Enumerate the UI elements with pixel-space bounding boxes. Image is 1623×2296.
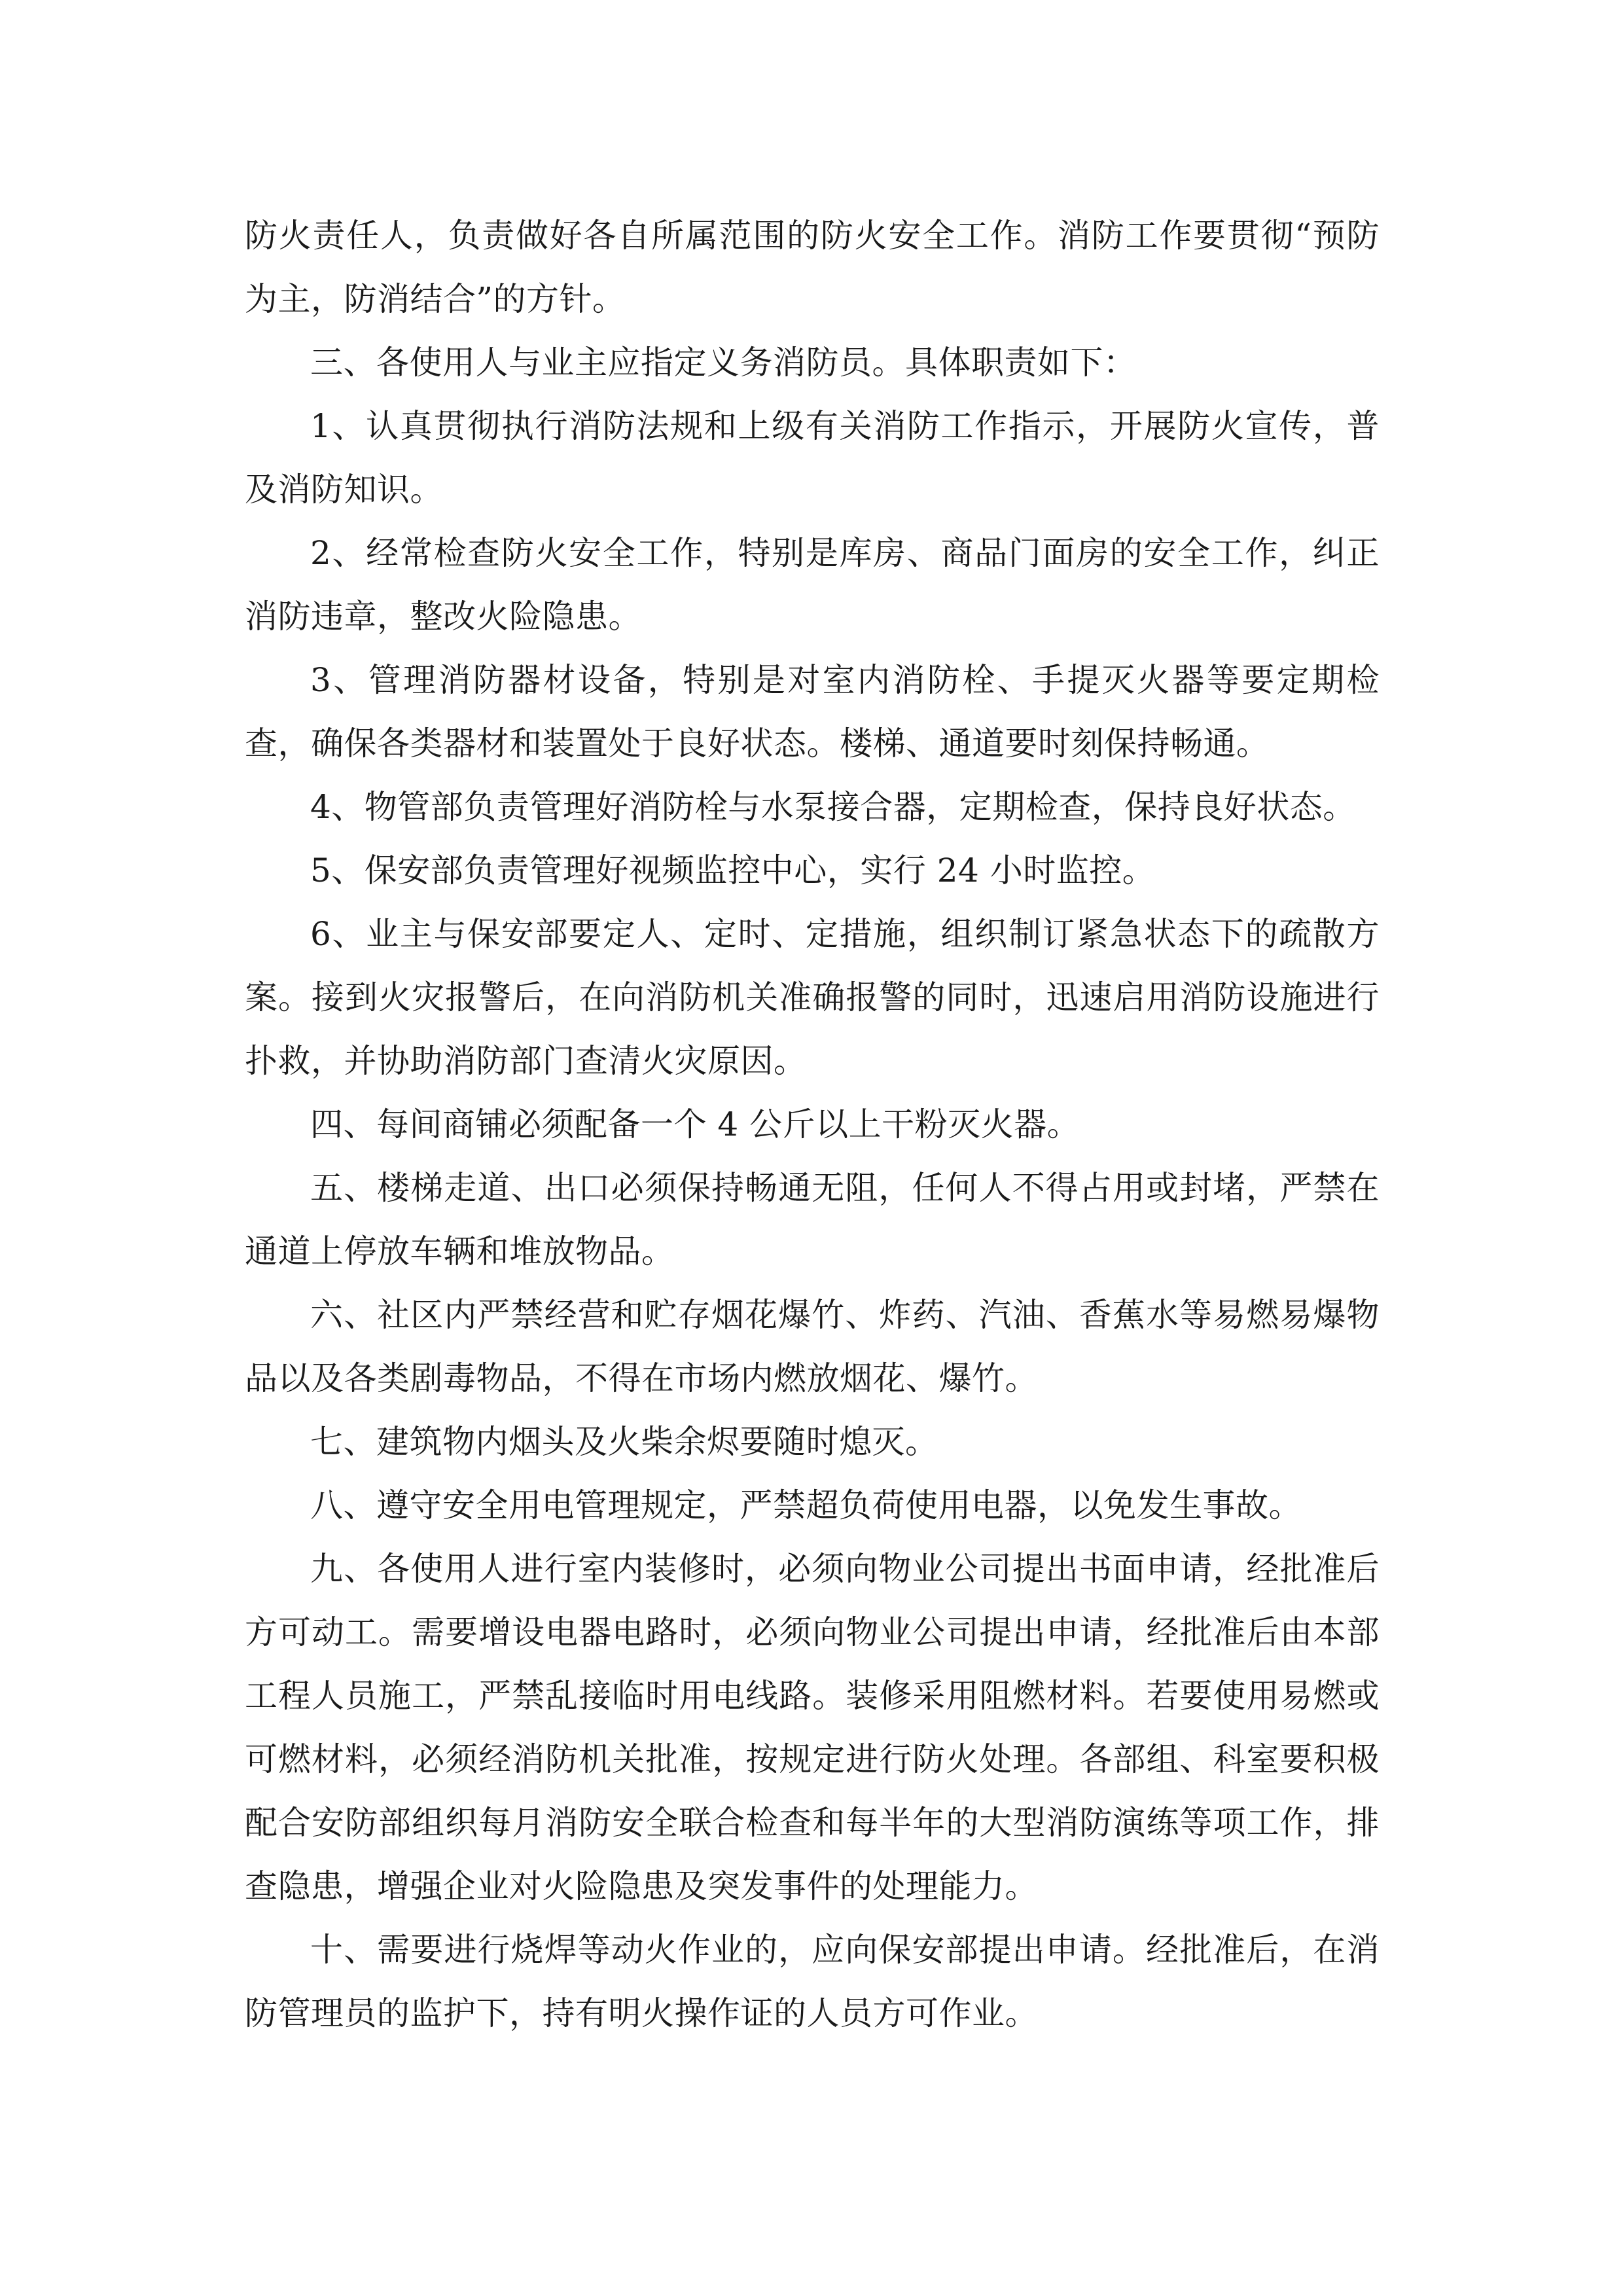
paragraph-item-6: 6、业主与保安部要定人、定时、定措施，组织制订紧急状态下的疏散方案。接到火灾报警后，在向消防机关准确报警的同时，迅速启用消防设施进行扑救，并协助消防部门查清火灾原因。 xyxy=(245,915,1380,1080)
paragraph-continuation: 防火责任人，负责做好各自所属范围的防火安全工作。消防工作要贯彻“预防为主，防消结合”的方针。 xyxy=(245,217,1380,318)
paragraph-section-10: 十、需要进行烧焊等动火作业的，应向保安部提出申请。经批准后，在消防管理员的监护下，持有明火操作证的人员方可作业。 xyxy=(245,1931,1380,2032)
paragraph-item-5: 5、保安部负责管理好视频监控中心，实行 24 小时监控。 xyxy=(310,852,1156,889)
paragraph-section-6: 六、社区内严禁经营和贮存烟花爆竹、炸药、汽油、香蕉水等易燃易爆物品以及各类剧毒物品，不得在市场内燃放烟花、爆竹。 xyxy=(245,1296,1380,1397)
paragraph-section-7: 七、建筑物内烟头及火柴余烬要随时熄灭。 xyxy=(310,1423,938,1461)
paragraph-item-3: 3、管理消防器材设备，特别是对室内消防栓、手提灭火器等要定期检查，确保各类器材和装置处于良好状态。楼梯、通道要时刻保持畅通。 xyxy=(245,661,1380,762)
document-body xyxy=(245,204,1380,2045)
paragraph-section-4: 四、每间商铺必须配备一个 4 公斤以上干粉灭火器。 xyxy=(310,1105,1080,1143)
paragraph-item-2: 2、经常检查防火安全工作，特别是库房、商品门面房的安全工作，纠正消防违章，整改火险隐患。 xyxy=(245,534,1380,636)
paragraph-section-5: 五、楼梯走道、出口必须保持畅通无阻，任何人不得占用或封堵，严禁在通道上停放车辆和堆放物品。 xyxy=(245,1169,1380,1270)
paragraph-item-1: 1、认真贯彻执行消防法规和上级有关消防工作指示，开展防火宣传，普及消防知识。 xyxy=(245,407,1380,509)
paragraph-section-9: 九、各使用人进行室内装修时，必须向物业公司提出书面申请，经批准后方可动工。需要增设电器电路时，必须向物业公司提出申请，经批准后由本部工程人员施工，严禁乱接临时用电线路。装修采用阻燃材料。若要使用易燃或可燃材料，必须经消防机关批准，按规定进行防火处理。各部组、科室要积极配合安防部组织每月消防安全联合检查和每半年的大型消防演练等项工作，排查隐患，增强企业对火险隐患及突发事件的处理能力。 xyxy=(245,1550,1380,1905)
paragraph-section-3: 三、各使用人与业主应指定义务消防员。具体职责如下： xyxy=(310,344,1137,382)
paragraph-section-8: 八、遵守安全用电管理规定，严禁超负荷使用电器，以免发生事故。 xyxy=(310,1486,1302,1524)
paragraph-item-4: 4、物管部负责管理好消防栓与水泵接合器，定期检查，保持良好状态。 xyxy=(310,788,1356,826)
